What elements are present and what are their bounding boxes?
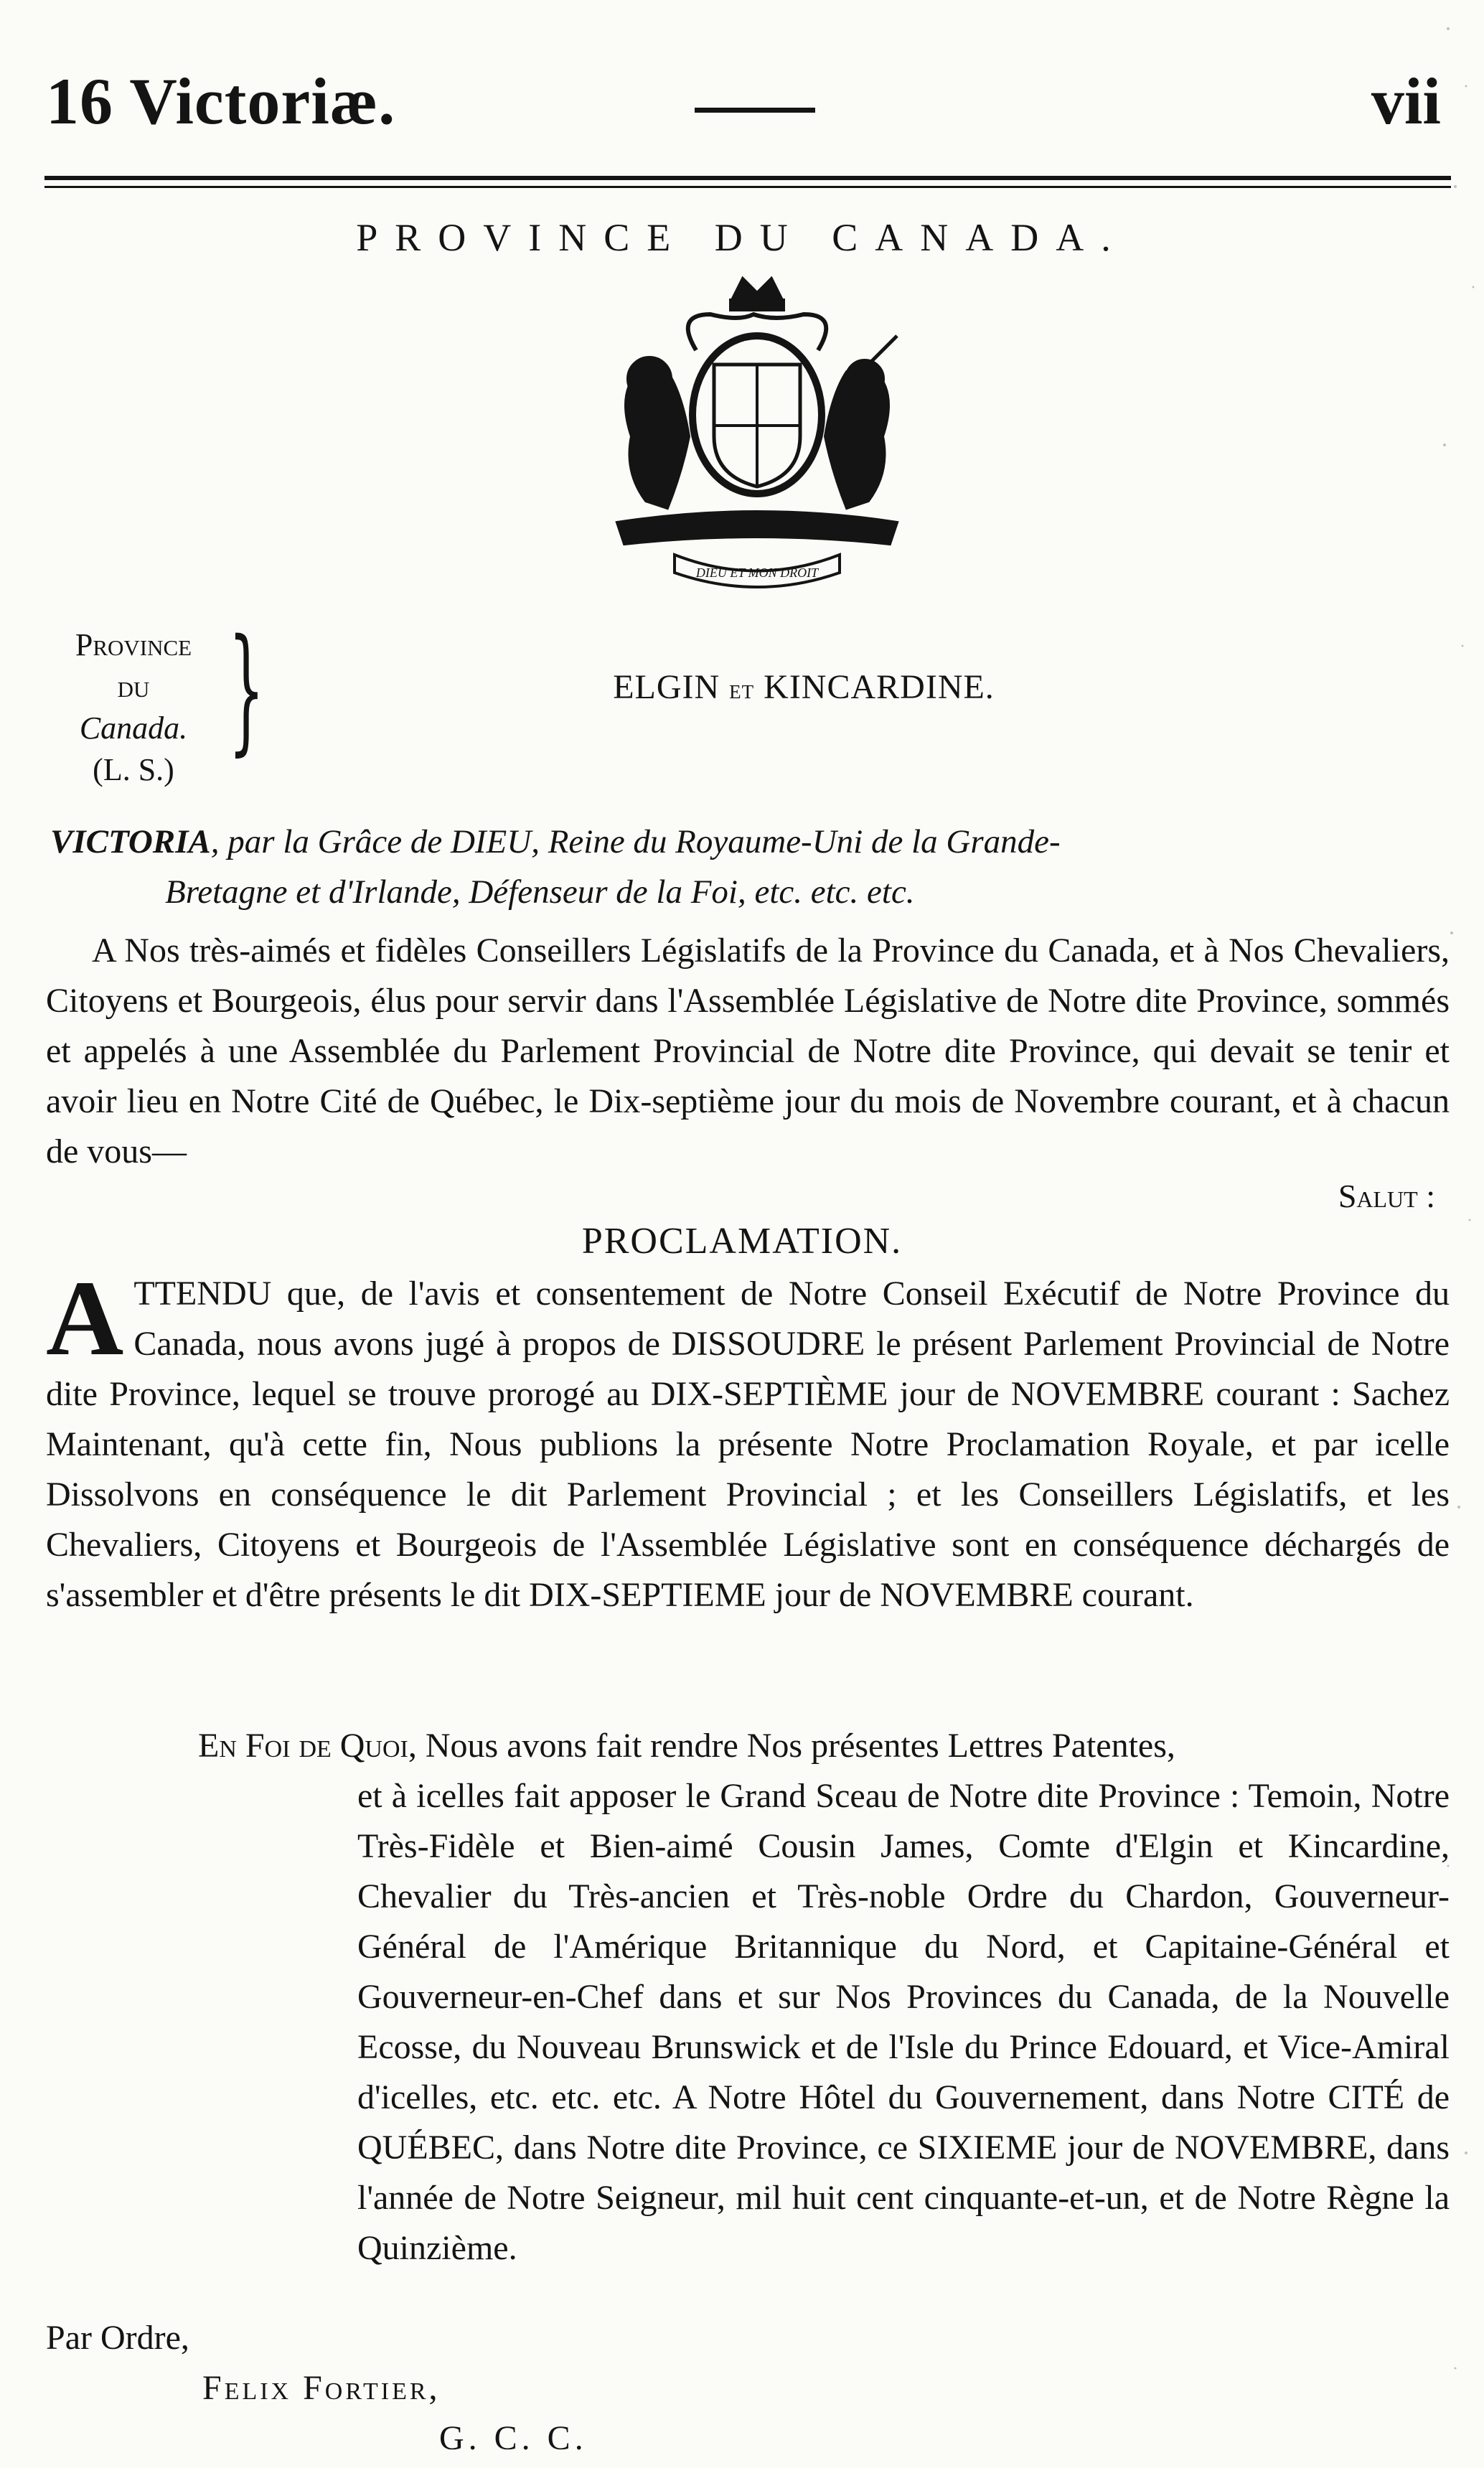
- testimony-paragraph: [46, 1721, 1450, 2274]
- governor-heading-part2: KINCARDINE.: [764, 668, 995, 706]
- margin-note: [40, 610, 265, 791]
- proclamation-body: TTENDU que, de l'avis et consentement de Notre Conseil Exécutif de Notre Province du Canada, nous avons jugé à propos de DISSOUDRE le présent Parlement Provincial de Notre dite Province, lequel se trouve prorogé au DIX-SEPTIÈME jour de NOVEMBRE courant : Sachez Maintenant, qu'à cette fin, Nous publions la présente Notre Proclamation Royale, et par icelle Dissolvons en conséquence le dit Parlement Provincial ; et les Conseillers Législatifs, et les Chevaliers, Citoyens et Bourgeois de l'Assemblée Législative sont en conséquence déchargés de s'assembler et d'être présents le dit DIX-SEPTIEME jour de NOVEMBRE courant.: [46, 1275, 1450, 1614]
- signatory-name: Felix Fortier,: [202, 2369, 441, 2407]
- page-heading: PROVINCE DU CANADA.: [356, 216, 1128, 259]
- testimony-first-line: Nous avons fait rendre Nos présentes Lettres Patentes,: [416, 1727, 1175, 1765]
- right-brace-icon: }: [228, 610, 265, 769]
- address-paragraph: A Nos très-aimés et fidèles Conseillers Législatifs de la Province du Canada, et à Nos Chevaliers, Citoyens et Bourgeois, élus pour servir dans l'Assemblée Législative de Notre dite Province, sommés et appelés à une Assemblée du Parlement Provincial de Notre dite Province, qui devait se tenir et avoir lieu en Notre Cité de Québec, le Dix-septième jour du mois de Novembre courant, et à chacun de vous—: [46, 932, 1450, 1170]
- drop-cap: A: [46, 1259, 124, 1378]
- signatory-title: G. C. C.: [439, 2419, 588, 2457]
- margin-note-line4: (L. S.): [93, 752, 174, 787]
- margin-note-line3: Canada.: [79, 710, 188, 746]
- royal-style-line1: , par la Grâce de DIEU, Reine du Royaume-Uni de la Grande-: [210, 823, 1061, 860]
- testimony-body: et à icelles fait apposer le Grand Sceau de Notre dite Province : Temoin, Notre Très-Fidèle et Bien-aimé Cousin James, Comte d'Elgin et Kincardine, Chevalier du Très-ancien et Très-noble Ordre du Chardon, Gouverneur-Général de l'Amérique Britannique du Nord, et Capitaine-Général et Gouverneur-en-Chef dans et sur Nos Provinces du Canada, de la Nouvelle Ecosse, du Nouveau Brunswick et de l'Isle du Prince Edouard, et Vice-Amiral d'icelles, etc. etc. etc. A Notre Hôtel du Gouvernement, dans Notre CITÉ de QUÉBEC, dans Notre dite Province, ce SIXIEME jour de NOVEMBRE, dans l'année de Notre Seigneur, mil huit cent cinquante-et-un, et de Notre Règne la Quinzième.: [357, 1777, 1450, 2267]
- proclamation-paragraph: [46, 1259, 1450, 1620]
- header-rule-thin: [44, 186, 1451, 188]
- royal-style-line2: Bretagne et d'Irlande, Défenseur de la Foi, etc. etc. etc.: [165, 873, 915, 911]
- salutation: Salut :: [1338, 1178, 1435, 1214]
- governor-heading-et: et: [729, 675, 755, 705]
- page-number: vii: [1371, 65, 1441, 138]
- header-rule-thick: [44, 176, 1451, 180]
- governor-heading: [230, 667, 1378, 707]
- motto-text: DIEU ET MON DROIT: [695, 566, 819, 580]
- royal-style: [50, 817, 1450, 917]
- running-head-dash: [695, 108, 815, 113]
- par-ordre: Par Ordre,: [46, 2319, 189, 2357]
- queen-name: VICTORIA: [50, 823, 211, 860]
- governor-heading-part1: ELGIN: [613, 668, 720, 706]
- proclamation-title: PROCLAMATION.: [581, 1221, 903, 1262]
- margin-note-line1: Province: [75, 627, 192, 662]
- testimony-lead: En Foi de Quoi,: [198, 1727, 417, 1765]
- scan-speckle: [1434, 0, 1484, 2468]
- royal-coat-of-arms: [588, 271, 926, 598]
- running-head-left: 16 Victoriæ.: [46, 65, 396, 138]
- margin-note-line2: du: [117, 669, 150, 704]
